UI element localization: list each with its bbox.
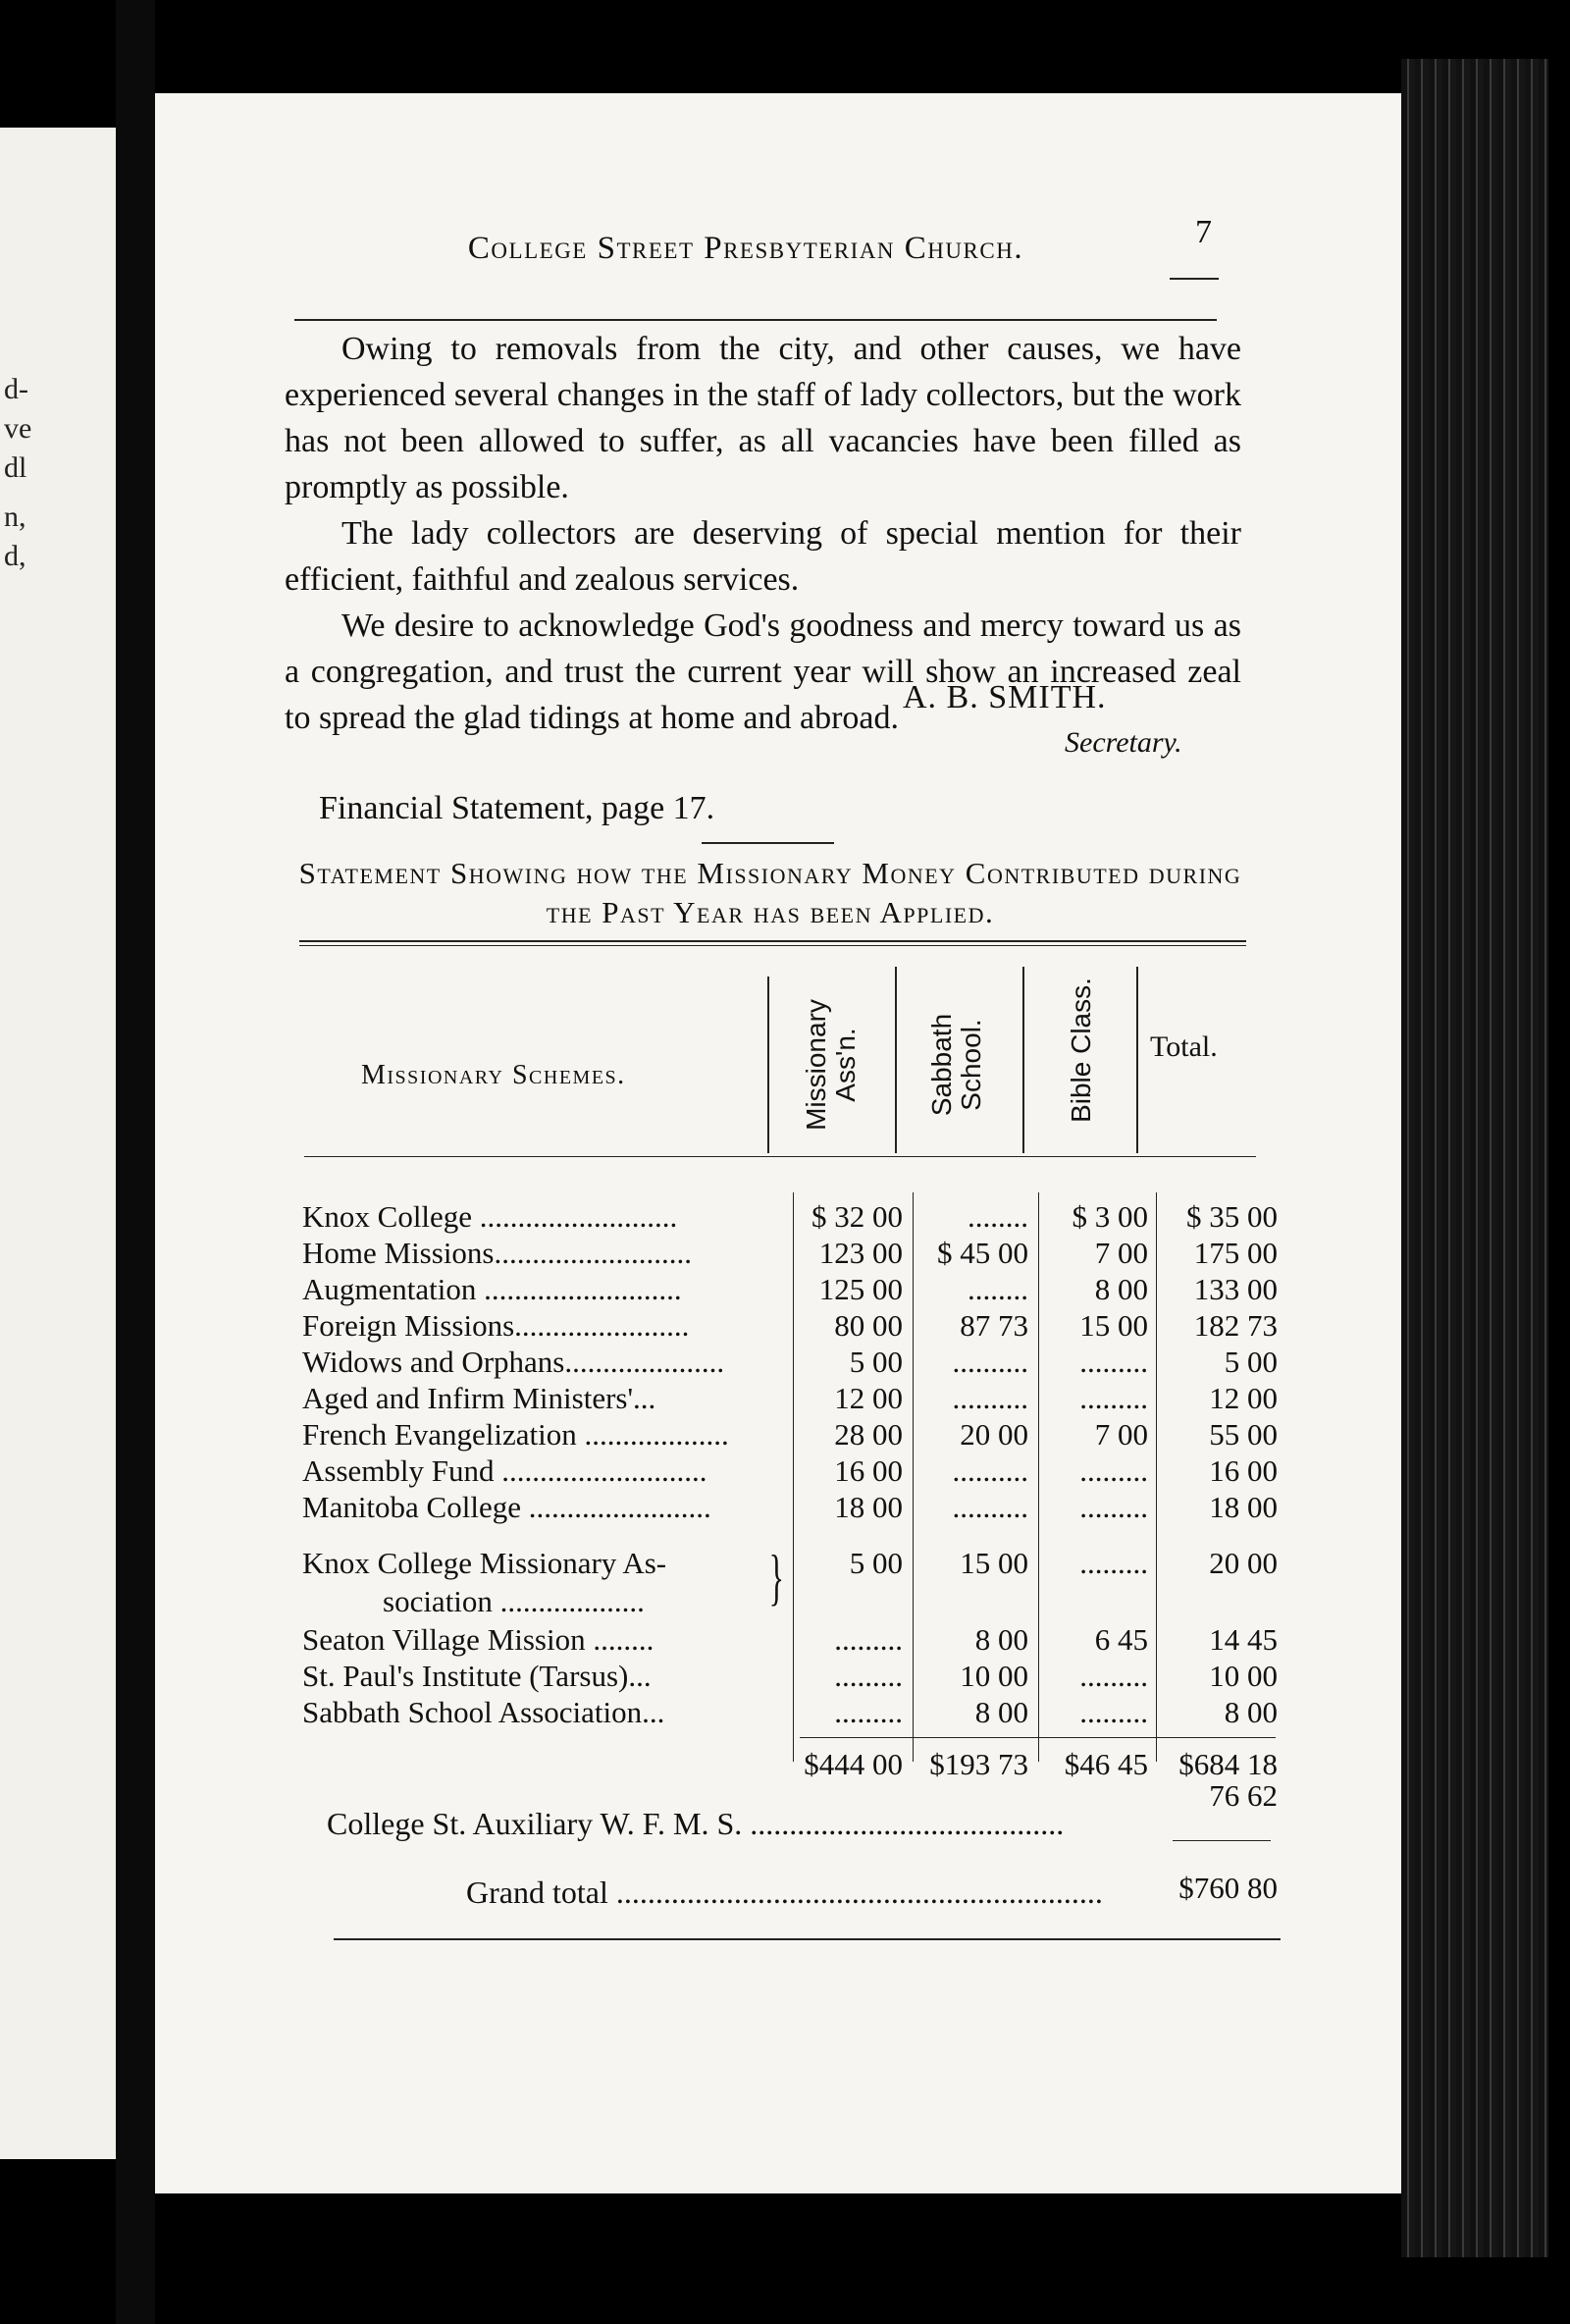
report-paragraph: The lady collectors are deserving of special mention for their efficient, faithful and zealous services. [285, 515, 1241, 598]
total-value: 133 00 [1193, 1272, 1278, 1306]
report-paragraph: Owing to removals from the city, and other causes, we have experienced several changes in the staff of lady collectors, but the work has not been allowed to suffer, as all vacancies have been filled as promptly as possible. [285, 331, 1241, 505]
header-rule [294, 319, 1217, 321]
total-value: 14 45 [1209, 1622, 1278, 1657]
missionary-value: ......... [834, 1622, 903, 1657]
left-page-fragment: dl [4, 451, 27, 484]
subtotal-row [0, 1747, 1295, 1784]
total-value: $ 35 00 [1186, 1199, 1278, 1234]
grand-total-rule [1173, 1840, 1271, 1841]
table-bottom-rule [334, 1938, 1281, 1940]
missionary-value: $ 32 00 [811, 1199, 903, 1234]
sabbath-value: .......... [952, 1453, 1028, 1488]
running-head: College Street Presbyterian Church. [467, 231, 1024, 266]
missionary-value: 5 00 [849, 1345, 903, 1379]
total-value: 175 00 [1193, 1236, 1278, 1270]
sabbath-value: ........ [968, 1272, 1028, 1306]
auxiliary-label: College St. Auxiliary W. F. M. S. ........................................ [327, 1806, 1065, 1841]
subtotal-rule [800, 1737, 1276, 1738]
sabbath-value: ........ [968, 1199, 1028, 1234]
total-value: 8 00 [1224, 1695, 1278, 1729]
row-brace: } [768, 1542, 785, 1611]
bible-subtotal: $46 45 [1064, 1747, 1148, 1781]
sabbath-value: .......... [952, 1381, 1028, 1415]
left-page-fragment: d, [4, 540, 26, 572]
total-value: 5 00 [1224, 1345, 1278, 1379]
missionary-value: 16 00 [834, 1453, 903, 1488]
scheme-name: Augmentation .......................... [302, 1272, 682, 1306]
bible-value: ......... [1079, 1546, 1148, 1580]
scheme-name: Foreign Missions....................... [302, 1308, 690, 1343]
table-top-rule-double [299, 945, 1246, 946]
table-row [0, 1695, 1295, 1732]
scheme-name: French Evangelization ................... [302, 1417, 729, 1452]
bible-value: ......... [1079, 1381, 1148, 1415]
scheme-name: Sabbath School Association... [302, 1695, 665, 1729]
scheme-name: Seaton Village Mission ........ [302, 1622, 654, 1657]
missionary-value: 12 00 [834, 1381, 903, 1415]
column-header-bible: Bible Class. [1066, 977, 1096, 1123]
column-divider [1022, 967, 1024, 1153]
missionary-value: 123 00 [818, 1236, 903, 1270]
column-divider [767, 977, 769, 1153]
book-page-edges [1401, 59, 1548, 2257]
bible-value: ......... [1079, 1453, 1148, 1488]
table-row [0, 1308, 1295, 1346]
table-row [0, 1453, 1295, 1491]
scheme-name: Knox College .......................... [302, 1199, 678, 1234]
scheme-name: St. Paul's Institute (Tarsus)... [302, 1659, 652, 1693]
table-row [0, 1490, 1295, 1527]
left-page-fragment: n, [4, 501, 26, 533]
scheme-name: Aged and Infirm Ministers'... [302, 1381, 656, 1415]
header-bottom-rule [304, 1156, 1256, 1157]
book-gutter [116, 0, 155, 2324]
bible-value: ......... [1079, 1490, 1148, 1524]
grand-total-amount: $760 80 [1178, 1871, 1278, 1905]
header-rule-short [1170, 278, 1219, 280]
scheme-name: Home Missions.......................... [302, 1236, 692, 1270]
bible-value: 7 00 [1094, 1417, 1148, 1452]
sabbath-value: 8 00 [974, 1695, 1028, 1729]
column-divider [1136, 967, 1138, 1153]
total-value: 12 00 [1209, 1381, 1278, 1415]
sabbath-value: 15 00 [960, 1546, 1028, 1580]
auxiliary-amount: 76 62 [1209, 1778, 1278, 1813]
missionary-value: 18 00 [834, 1490, 903, 1524]
bible-value: 8 00 [1094, 1272, 1148, 1306]
sabbath-value: $ 45 00 [937, 1236, 1028, 1270]
table-row-continuation [0, 1584, 1295, 1621]
bible-value: ......... [1079, 1695, 1148, 1729]
sabbath-value: 87 73 [960, 1308, 1028, 1343]
table-top-rule [299, 940, 1246, 942]
table-row [0, 1199, 1295, 1237]
missionary-value: ......... [834, 1695, 903, 1729]
missionary-value: 5 00 [849, 1546, 903, 1580]
sabbath-value: .......... [952, 1490, 1028, 1524]
scheme-name: Knox College Missionary As- [302, 1546, 667, 1580]
table-row [0, 1417, 1295, 1454]
page-number: 7 [1195, 214, 1212, 250]
missionary-value: 28 00 [834, 1417, 903, 1452]
table-row [0, 1622, 1295, 1660]
table-row [0, 1659, 1295, 1696]
left-page-fragment: ve [4, 412, 32, 445]
total-value: 16 00 [1209, 1453, 1278, 1488]
bible-value: 7 00 [1094, 1236, 1148, 1270]
table-row [0, 1381, 1295, 1418]
column-header-schemes: Missionary Schemes. [361, 1060, 626, 1090]
total-value: 182 73 [1193, 1308, 1278, 1343]
bible-value: 6 45 [1094, 1622, 1148, 1657]
table-row [0, 1236, 1295, 1273]
missionary-value: ......... [834, 1659, 903, 1693]
sabbath-subtotal: $193 73 [929, 1747, 1028, 1781]
scheme-name: sociation ................... [383, 1584, 645, 1618]
total-value: 55 00 [1209, 1417, 1278, 1452]
total-value: 10 00 [1209, 1659, 1278, 1693]
total-subtotal: $684 18 [1178, 1747, 1278, 1781]
signature: A. B. SMITH. [903, 679, 1107, 715]
missionary-value: 125 00 [818, 1272, 903, 1306]
sabbath-value: 20 00 [960, 1417, 1028, 1452]
left-page-edge [0, 128, 116, 2159]
table-row [0, 1272, 1295, 1309]
bible-value: $ 3 00 [1072, 1199, 1148, 1234]
total-value: 18 00 [1209, 1490, 1278, 1524]
table-row [0, 1546, 1295, 1583]
left-page-fragment: d- [4, 373, 28, 405]
financial-statement-reference: Financial Statement, page 17. [319, 790, 715, 826]
report-paragraph: We desire to acknowledge God's goodness and mercy toward us as a congregation, and trust the current year will show an increased zeal to spread the glad tidings at home and abroad. [285, 607, 1241, 736]
bible-value: ......... [1079, 1659, 1148, 1693]
scheme-name: Widows and Orphans..................... [302, 1345, 725, 1379]
column-header-sabbath: Sabbath School. [926, 1013, 986, 1117]
bible-value: ......... [1079, 1345, 1148, 1379]
bible-value: 15 00 [1079, 1308, 1148, 1343]
table-row [0, 1345, 1295, 1382]
statement-title: Statement Showing how the Missionary Money Contributed during the Past Year has been Applied. [298, 856, 1242, 929]
sabbath-value: 10 00 [960, 1659, 1028, 1693]
total-value: 20 00 [1209, 1546, 1278, 1580]
missionary-value: 80 00 [834, 1308, 903, 1343]
scheme-name: Manitoba College ........................ [302, 1490, 711, 1524]
column-header-total: Total. [1150, 1030, 1218, 1063]
column-divider [895, 967, 897, 1153]
section-divider [702, 842, 834, 844]
sabbath-value: .......... [952, 1345, 1028, 1379]
scheme-name: Assembly Fund ........................... [302, 1453, 707, 1488]
grand-total-label: Grand total .............................................................. [466, 1875, 1103, 1910]
sabbath-value: 8 00 [974, 1622, 1028, 1657]
missionary-subtotal: $444 00 [804, 1747, 903, 1781]
column-header-missionary: Missionary Ass'n. [801, 999, 861, 1131]
signature-title: Secretary. [1065, 726, 1182, 759]
